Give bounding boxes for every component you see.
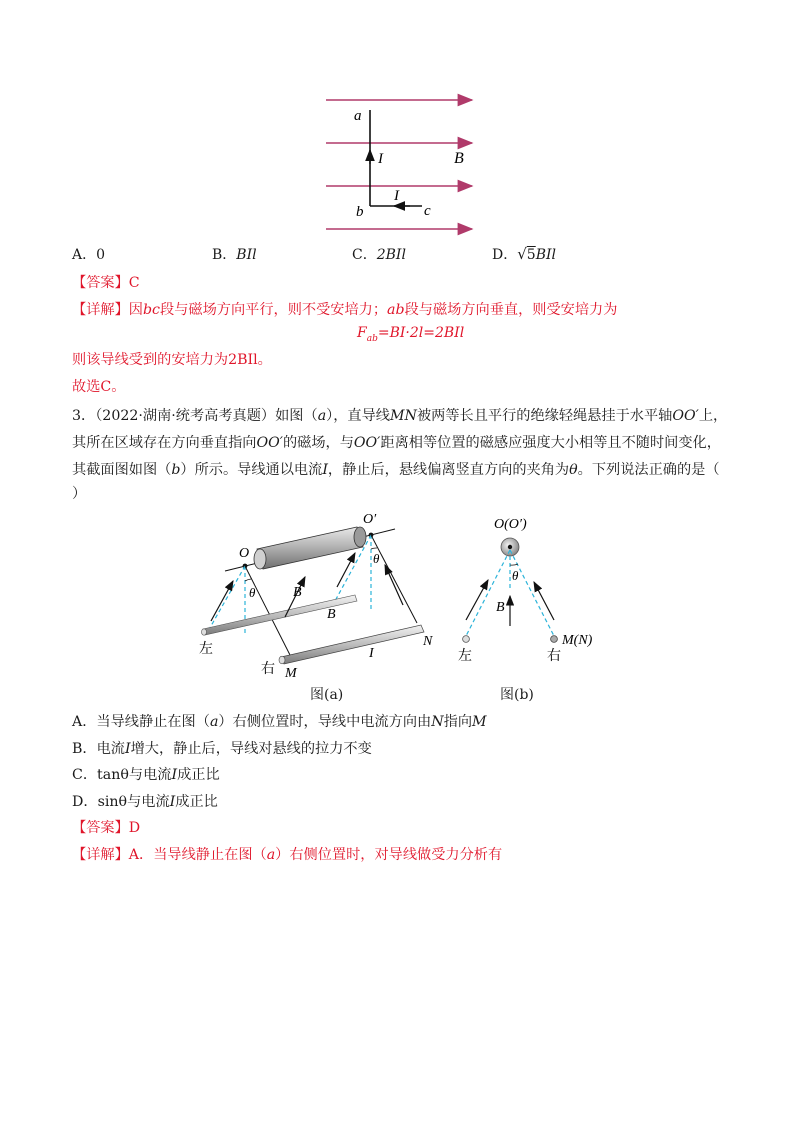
label-b-right: B <box>327 607 336 622</box>
axis-cylinder <box>257 527 363 569</box>
label-b-left: B <box>293 585 302 600</box>
q3-stem-line2: 其所在区域存在方向垂直指向OO′的磁场，与OO′距离相等位置的磁感应强度大小相等且不随时间变化， <box>72 435 721 451</box>
label-current-horizontal: I <box>394 188 399 204</box>
label-a: a <box>354 108 362 124</box>
string-right <box>371 535 417 623</box>
figure-b-cross-section <box>452 510 612 670</box>
wire-left-cross-section <box>463 636 470 643</box>
label-current-vertical: I <box>378 151 383 167</box>
q2-answer: 【答案】C <box>72 275 140 291</box>
option-b: B．BIl <box>212 247 257 263</box>
label-b: b <box>356 204 364 220</box>
string-left <box>245 566 290 655</box>
q2-formula: $F_{ab}=BI\cdot 2l=2BIl$ <box>357 325 465 344</box>
label-c: c <box>424 203 431 219</box>
label-theta-right: θ <box>373 551 380 566</box>
label-b: B <box>496 600 505 615</box>
field-arrow <box>211 581 233 621</box>
option-a: A．0 <box>72 247 106 263</box>
option-c: C．2BIl <box>352 247 406 263</box>
caption-figure-b: 图(b) <box>500 687 534 703</box>
q3-stem-line3: 其截面图如图（b）所示。导线通以电流I，静止后，悬线偏离竖直方向的夹角为θ。下列说法正确的是（ <box>72 462 720 478</box>
label-theta: θ <box>512 568 519 583</box>
q2-detail: 【详解】因bc段与磁场方向平行，则不受安培力；ab段与磁场方向垂直，则受安培力为 <box>72 302 618 318</box>
label-theta-left: θ <box>249 585 256 600</box>
figure-a-suspended-wire <box>195 505 455 700</box>
q3-option-c: C．tanθ与电流I成正比 <box>72 767 220 783</box>
figure-wire-in-field <box>320 92 480 237</box>
field-arrow <box>385 565 403 605</box>
label-m: M <box>285 666 297 681</box>
q3-stem-line1: 3．（2022·湖南·统考高考真题）如图（a），直导线MN被两等长且平行的绝缘轻绳悬挂于水平轴OO′上， <box>72 408 728 424</box>
field-arrow <box>534 582 554 620</box>
q3-option-a: A．当导线静止在图（a）右侧位置时，导线中电流方向由N指向M <box>72 714 487 730</box>
label-m-n: M(N) <box>562 633 593 648</box>
label-current: I <box>369 646 374 661</box>
wire-mn <box>281 625 424 664</box>
q3-answer: 【答案】D <box>72 820 141 836</box>
label-field-B: B <box>454 150 464 167</box>
label-o-prime: O′ <box>363 512 377 527</box>
label-left-side: 左 <box>458 649 472 664</box>
label-o-o-prime: O(O′) <box>494 517 527 532</box>
label-o: O <box>239 546 250 561</box>
sqrt-symbol: √ <box>517 245 527 263</box>
label-right-side: 右 <box>547 649 561 664</box>
label-right-side: 右 <box>261 662 275 677</box>
caption-figure-a: 图(a) <box>310 687 344 703</box>
q2-choice: 故选C。 <box>72 379 126 395</box>
label-left-side: 左 <box>199 642 213 657</box>
wire-right-cross-section <box>551 636 558 643</box>
q3-stem-line4: ） <box>72 486 87 502</box>
q3-detail: 【详解】A．当导线静止在图（a）右侧位置时，对导线做受力分析有 <box>72 847 503 863</box>
label-n: N <box>423 634 433 649</box>
q2-conclusion: 则该导线受到的安培力为2BIl。 <box>72 352 272 368</box>
option-d: D．√5BIl <box>492 245 557 263</box>
q3-option-d: D．sinθ与电流I成正比 <box>72 794 218 810</box>
q3-option-b: B．电流I增大，静止后，导线对悬线的拉力不变 <box>72 741 372 757</box>
field-arrow <box>337 553 355 587</box>
